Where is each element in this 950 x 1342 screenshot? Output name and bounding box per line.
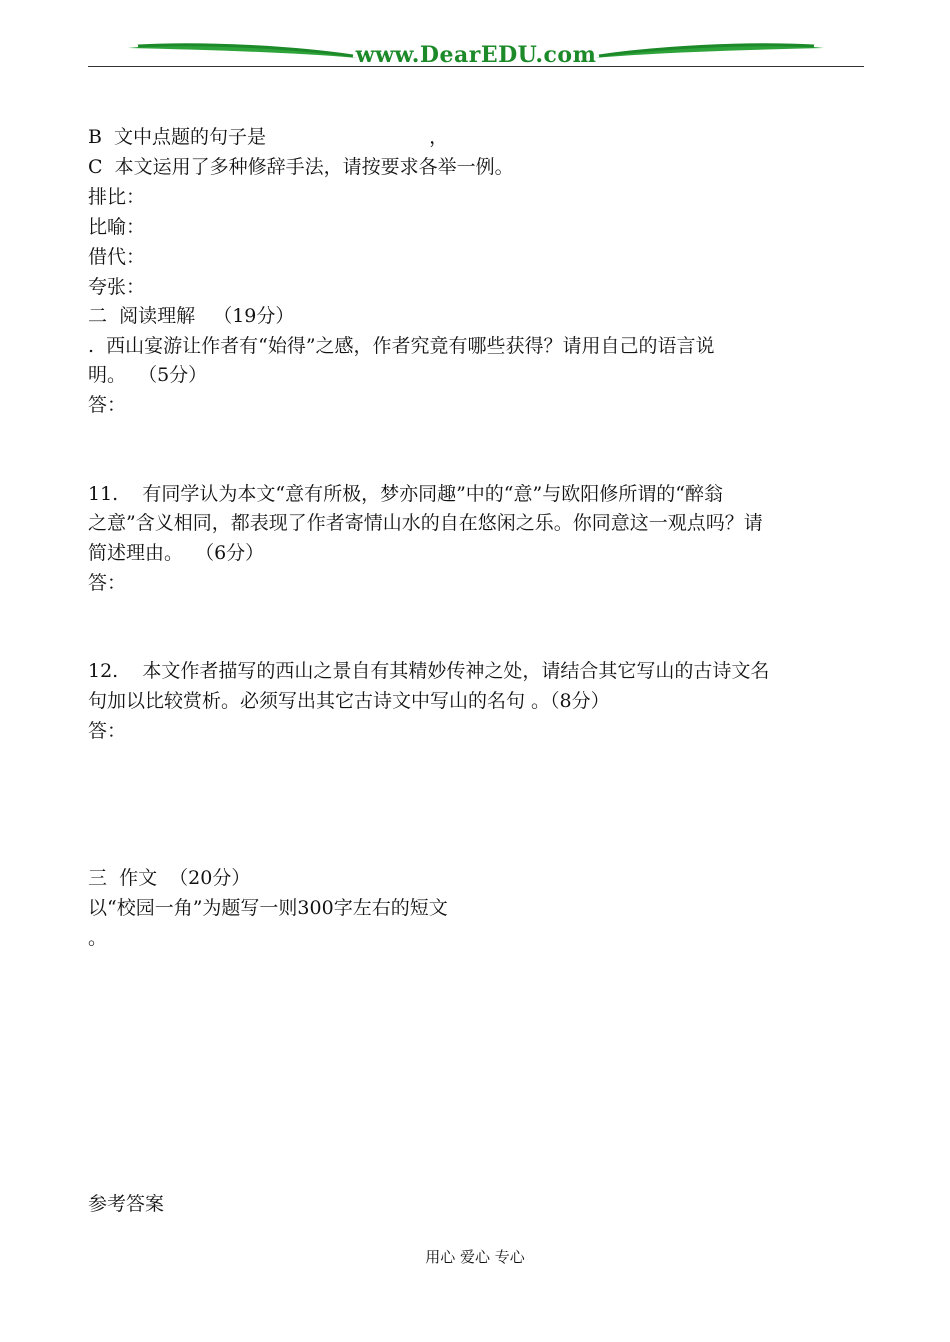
- section-3-title: 三 作文 （20分）: [88, 867, 251, 889]
- answer-label-2: 答：: [88, 572, 127, 594]
- answer-label-3: 答：: [88, 720, 127, 742]
- question-12-line2: 句加以比较赏析。必须写出其它古诗文中写山的名句 。（8分）: [88, 690, 610, 712]
- question-10-line1: . 西山宴游让作者有“始得”之感，作者究竟有哪些获得？请用自己的语言说: [88, 335, 715, 357]
- header-divider: [88, 66, 864, 67]
- label-biyu: 比喻：: [88, 216, 146, 238]
- question-11-line2: 之意”含义相同，都表现了作者寄情山水的自在悠闲之乐。你同意这一观点吗？请: [88, 512, 763, 534]
- footer-motto: 用心 爱心 专心: [425, 1248, 525, 1266]
- question-11-line3: 简述理由。 （6分）: [88, 542, 265, 564]
- section-2-title: 二 阅读理解 （19分）: [88, 305, 295, 327]
- site-logo-text: www.DearEDU.com: [355, 42, 597, 68]
- question-10-line2: 明。 （5分）: [88, 364, 208, 386]
- question-12-line1: 12. 本文作者描写的西山之景自有其精妙传神之处，请结合其它写山的古诗文名: [88, 660, 770, 682]
- question-c: C 本文运用了多种修辞手法，请按要求各举一例。: [88, 156, 514, 178]
- reference-answer-heading: 参考答案: [88, 1193, 165, 1215]
- answer-label-1: 答：: [88, 394, 127, 416]
- question-11-line1: 11. 有同学认为本文“意有所极，梦亦同趣”中的“意”与欧阳修所谓的“醉翁: [88, 483, 723, 505]
- label-jiedai: 借代：: [88, 246, 146, 268]
- essay-prompt-end: 。: [88, 927, 108, 949]
- question-b: B 文中点题的句子是 ，: [88, 126, 449, 148]
- essay-prompt: 以“校园一角”为题写一则300字左右的短文: [88, 897, 448, 919]
- label-paibi: 排比：: [88, 186, 146, 208]
- label-kuazhang: 夸张：: [88, 276, 146, 298]
